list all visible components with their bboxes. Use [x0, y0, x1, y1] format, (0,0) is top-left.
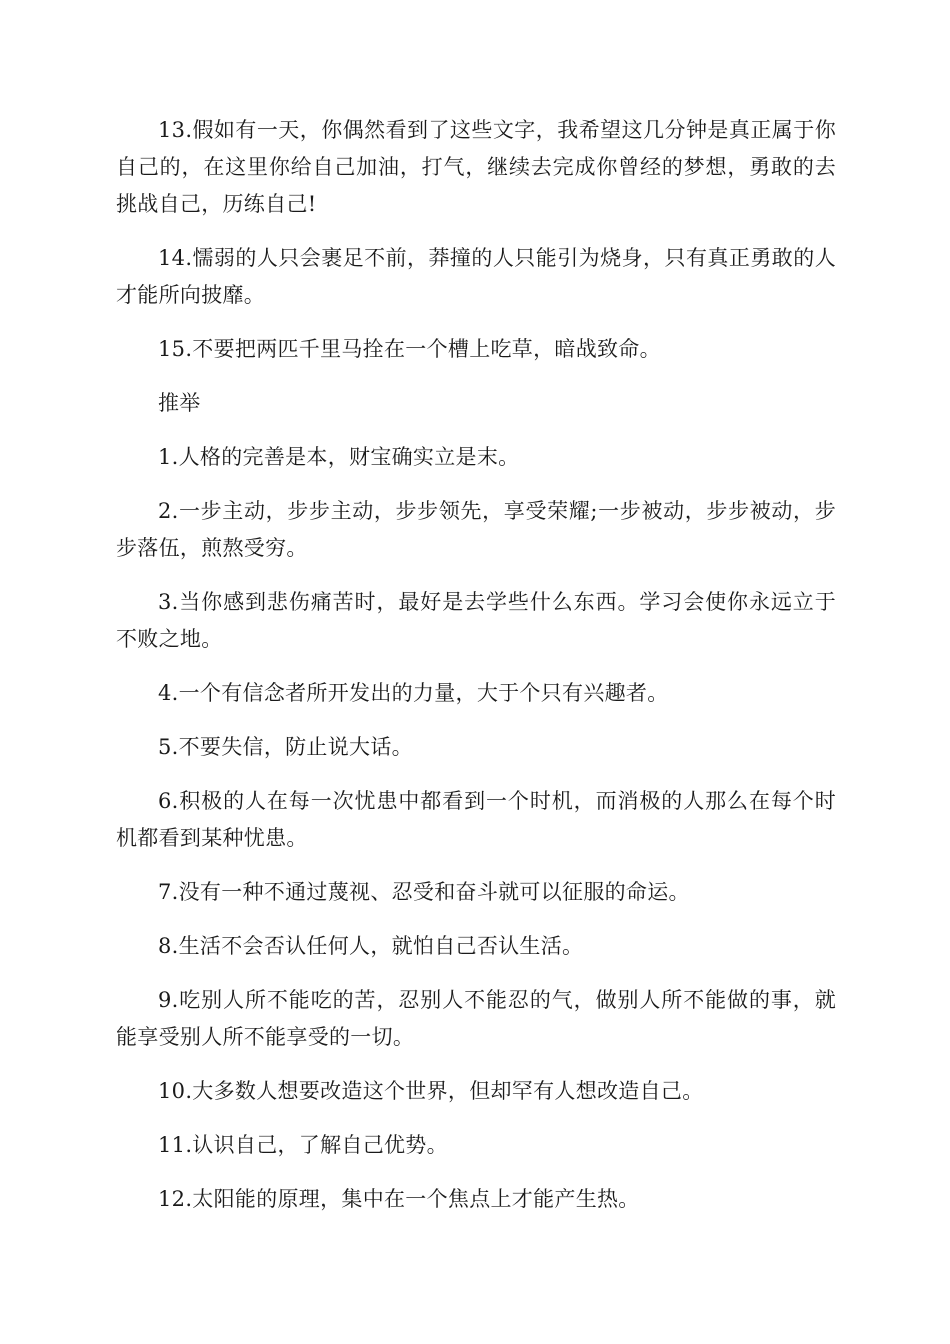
- paragraph-14: 14.懦弱的人只会裹足不前，莽撞的人只能引为烧身，只有真正勇敢的人才能所向披靡。: [116, 246, 836, 307]
- paragraph-15: 15.不要把两匹千里马拴在一个槽上吃草，暗战致命。: [158, 337, 661, 361]
- paragraph-6: 6.积极的人在每一次忧患中都看到一个时机，而消极的人那么在每个时机都看到某种忧患。: [116, 789, 836, 850]
- paragraph-10: 10.大多数人想要改造这个世界，但却罕有人想改造自己。: [158, 1079, 704, 1103]
- paragraph-13: 13.假如有一天，你偶然看到了这些文字，我希望这几分钟是真正属于你自己的，在这里你给自己加油，打气，继续去完成你曾经的梦想，勇敢的去挑战自己，历练自己!: [116, 118, 836, 216]
- section-heading: 推举: [158, 391, 201, 415]
- document-body: [116, 112, 836, 1235]
- paragraph-1: 1.人格的完善是本，财宝确实立是末。: [158, 445, 520, 469]
- paragraph-7: 7.没有一种不通过蔑视、忍受和奋斗就可以征服的命运。: [158, 880, 690, 904]
- paragraph-8: 8.生活不会否认任何人，就怕自己否认生活。: [158, 934, 584, 958]
- paragraph-5: 5.不要失信，防止说大话。: [158, 735, 413, 759]
- paragraph-3: 3.当你感到悲伤痛苦时，最好是去学些什么东西。学习会使你永远立于不败之地。: [116, 590, 836, 651]
- paragraph-12: 12.太阳能的原理，集中在一个焦点上才能产生热。: [158, 1187, 640, 1211]
- paragraph-11: 11.认识自己，了解自己优势。: [158, 1133, 448, 1157]
- paragraph-2: 2.一步主动，步步主动，步步领先，享受荣耀;一步被动，步步被动，步步落伍，煎熬受穷。: [116, 499, 836, 560]
- paragraph-4: 4.一个有信念者所开发出的力量，大于个只有兴趣者。: [158, 681, 669, 705]
- paragraph-9: 9.吃别人所不能吃的苦，忍别人不能忍的气，做别人所不能做的事，就能享受别人所不能享受的一切。: [116, 988, 836, 1049]
